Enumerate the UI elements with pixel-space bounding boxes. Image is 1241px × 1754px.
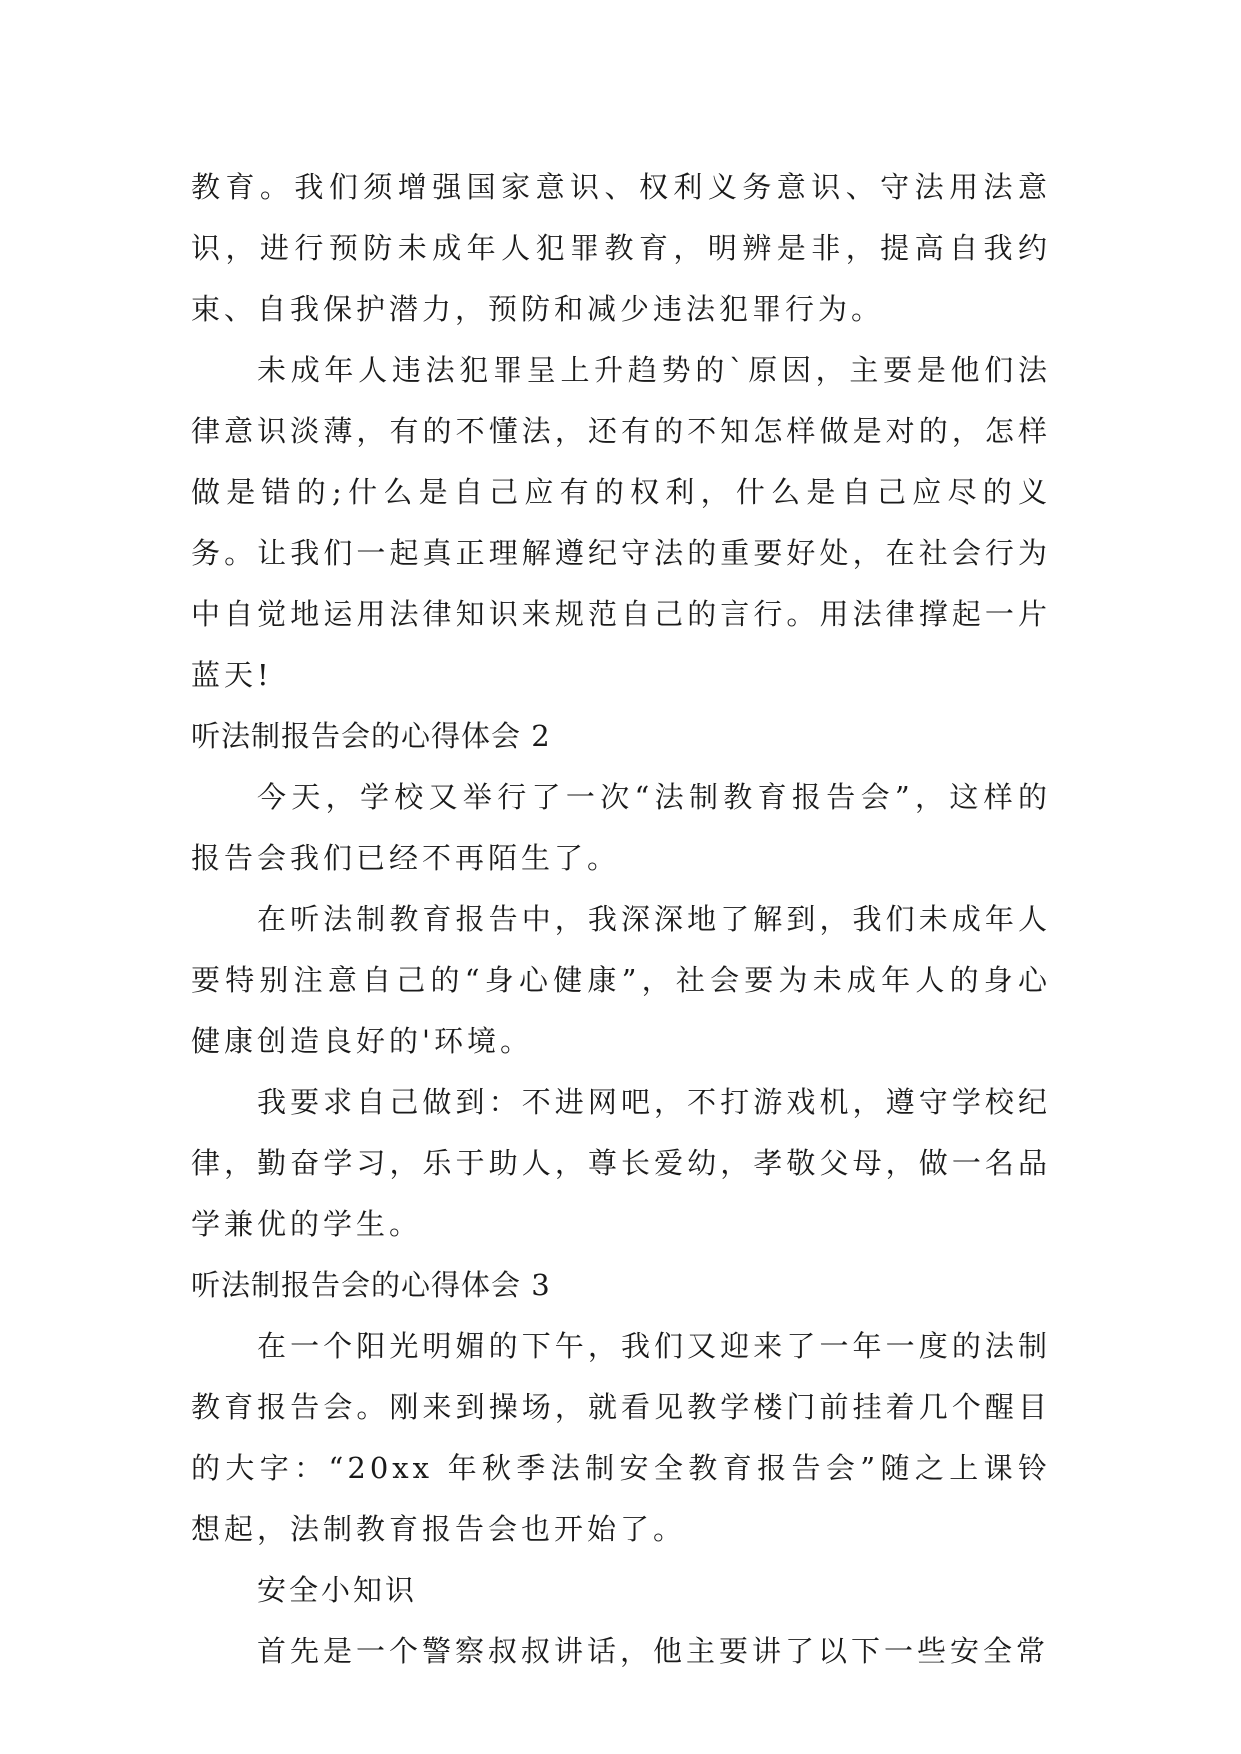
paragraph-7: 首先是一个警察叔叔讲话，他主要讲了以下一些安全常	[257, 1634, 1050, 1668]
paragraph-6: 在一个阳光明媚的下午，我们又迎来了一年一度的法制教育报告会。刚来到操场，就看见教学楼门前挂着几个醒目的大字：“20xx 年秋季法制安全教育报告会”随之上课铃想起，法制教育报告会也开始了。	[191, 1329, 1051, 1546]
document-page	[191, 157, 1051, 1682]
paragraph-4: 在听法制教育报告中，我深深地了解到，我们未成年人要特别注意自己的“身心健康”，社会要为未成年人的身心健康创造良好的'环境。	[191, 902, 1051, 1058]
paragraph-5: 我要求自己做到：不进网吧，不打游戏机，遵守学校纪律，勤奋学习，乐于助人，尊长爱幼，孝敬父母，做一名品学兼优的学生。	[191, 1085, 1051, 1241]
paragraph-1: 教育。我们须增强国家意识、权利义务意识、守法用法意识，进行预防未成年人犯罪教育，明辨是非，提高自我约束、自我保护潜力，预防和减少违法犯罪行为。	[191, 170, 1051, 326]
paragraph-3: 今天，学校又举行了一次“法制教育报告会”，这样的报告会我们已经不再陌生了。	[191, 780, 1051, 875]
section-heading-2: 听法制报告会的心得体会 2	[191, 719, 551, 753]
section-heading-3: 听法制报告会的心得体会 3	[191, 1268, 551, 1302]
subheading-safety-tips: 安全小知识	[257, 1573, 418, 1607]
paragraph-2: 未成年人违法犯罪呈上升趋势的`原因，主要是他们法律意识淡薄，有的不懂法，还有的不知怎样做是对的，怎样做是错的;什么是自己应有的权利，什么是自己应尽的义务。让我们一起真正理解遵纪守法的重要好处，在社会行为中自觉地运用法律知识来规范自己的言行。用法律撑起一片蓝天!	[191, 353, 1051, 692]
